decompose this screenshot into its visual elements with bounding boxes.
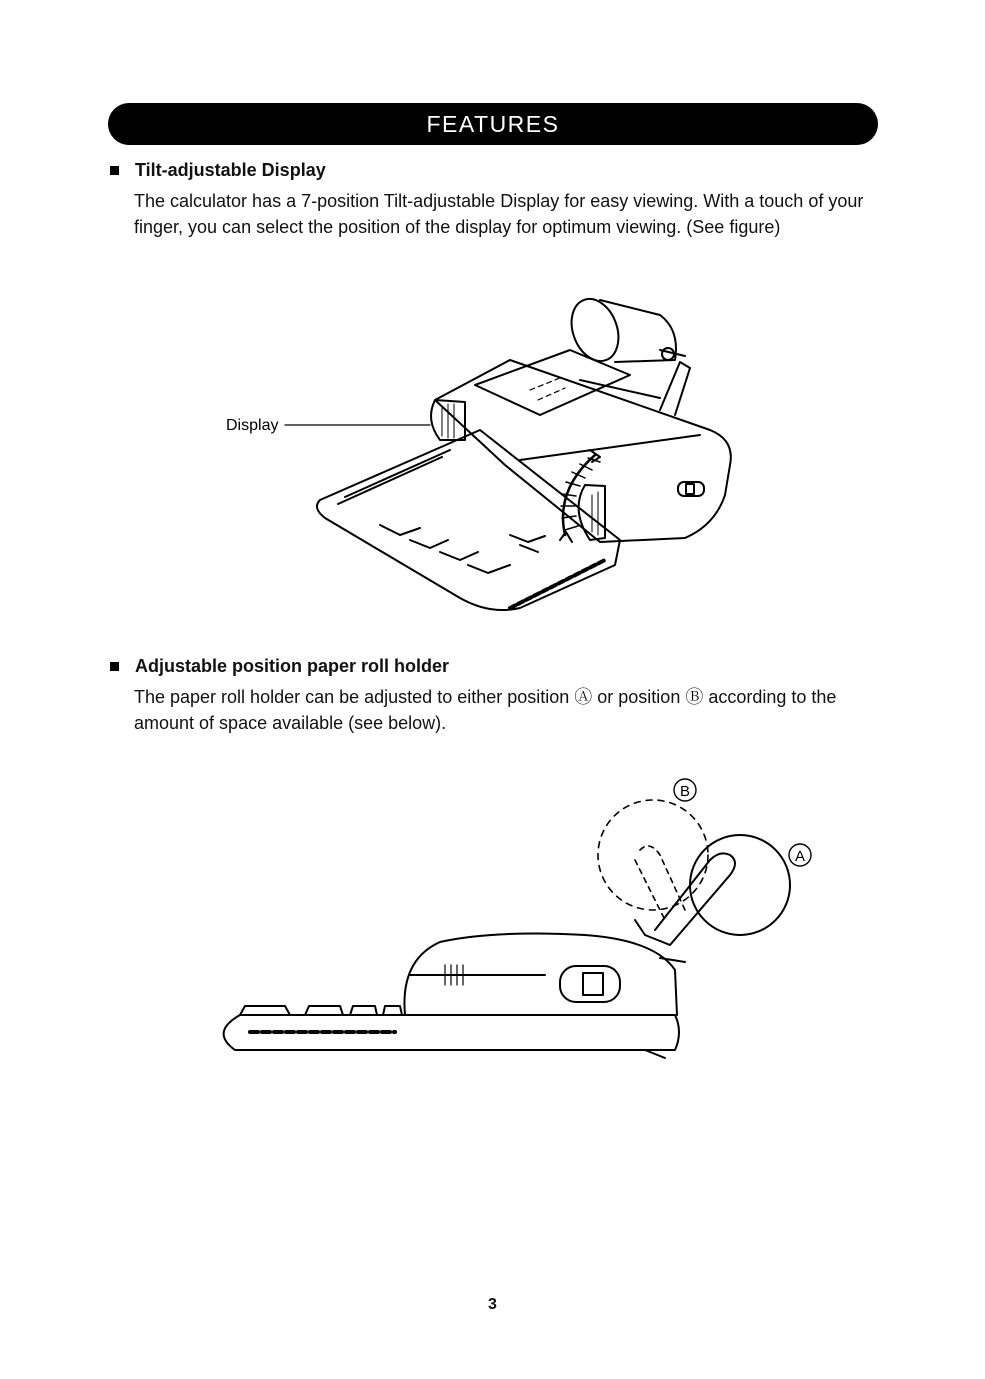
- section-heading-text: Adjustable position paper roll holder: [135, 656, 450, 676]
- section-heading-tilt-display: [110, 160, 326, 181]
- paper-holder-figure: [205, 770, 825, 1070]
- page-number: 3: [488, 1296, 497, 1313]
- section-heading-paper-holder: [110, 656, 449, 677]
- bullet-icon: [110, 166, 119, 175]
- section-body-tilt-display: The calculator has a 7-position Tilt-adjustable Display for easy viewing. With a touch of your finger, you can select the position of the display for optimum viewing. (See figure): [134, 191, 864, 237]
- banner-title: FEATURES: [426, 110, 560, 137]
- bullet-icon: [110, 662, 119, 671]
- display-callout-label: Display: [226, 417, 279, 434]
- position-a-label: A: [794, 848, 806, 865]
- section-heading-text: Tilt-adjustable Display: [135, 160, 326, 180]
- position-b-label: B: [679, 783, 691, 800]
- section-body-paper-holder: The paper roll holder can be adjusted to either position Ⓐ or position Ⓑ according to the amount of space available (see below).: [134, 687, 837, 733]
- section-banner: [108, 103, 878, 145]
- calculator-tilt-figure: [220, 290, 750, 630]
